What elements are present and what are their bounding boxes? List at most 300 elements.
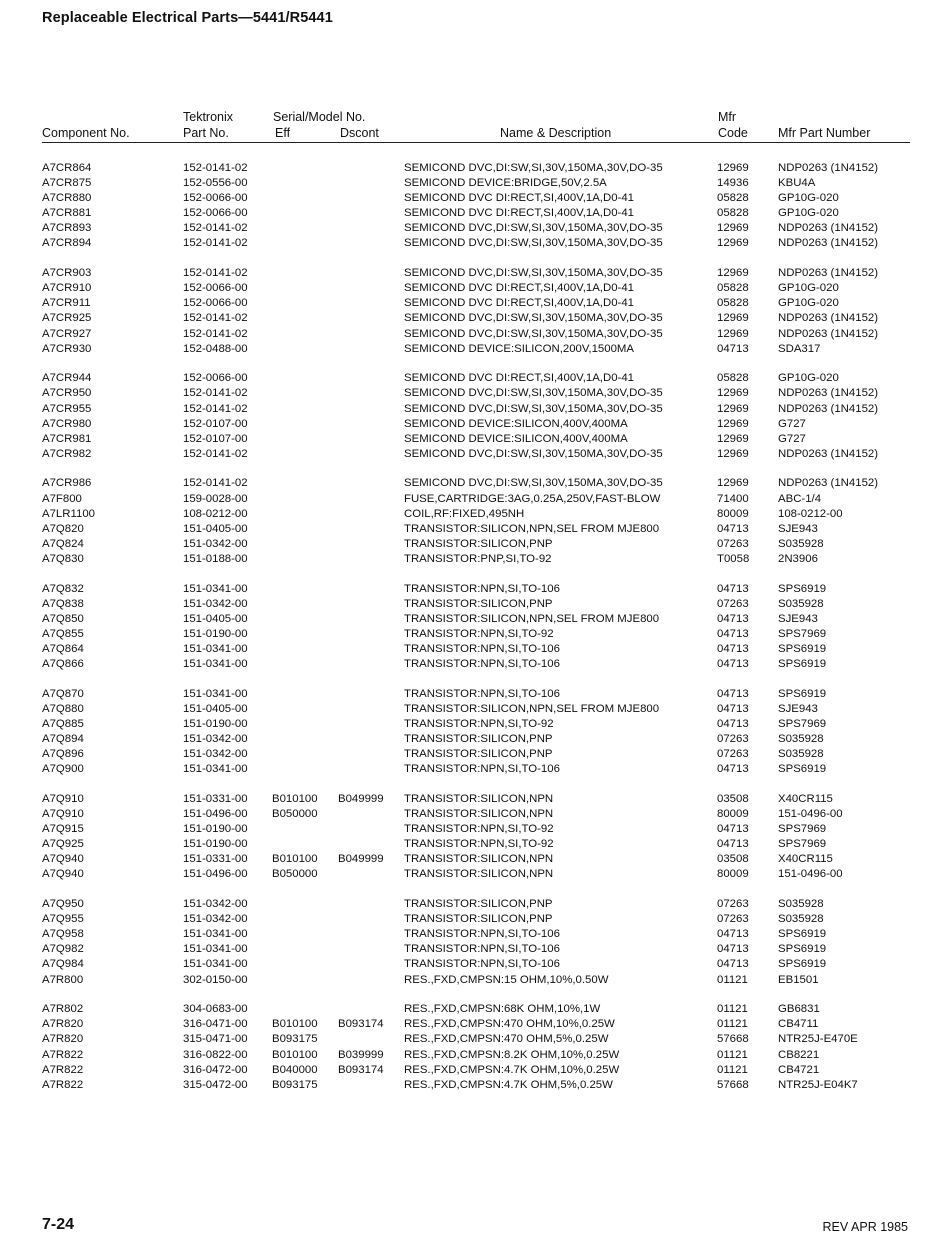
part-no-cell: 151-0188-00 [183,552,248,565]
mfr-part-number-cell: SJE943 [778,522,818,535]
table-row [0,973,950,988]
mfr-part-number-cell: SPS7969 [778,838,827,851]
component-no-cell: A7Q824 [42,537,84,550]
mfr-code-cell: 12969 [717,162,749,174]
part-no-cell: 315-0472-00 [183,1078,248,1091]
name-description-cell: TRANSISTOR:SILICON,NPN [404,868,554,881]
mfr-code-cell: 04713 [717,717,749,730]
row-group [0,582,950,673]
page-title: Replaceable Electrical Parts—5441/R5441 [42,10,333,26]
name-description-cell: RES.,FXD,CMPSN:68K OHM,10%,1W [404,1003,601,1016]
part-no-cell: 151-0342-00 [183,733,248,746]
component-no-cell: A7Q900 [42,763,84,776]
component-no-cell: A7Q950 [42,898,84,911]
mfr-part-number-cell: CB4721 [778,1063,820,1076]
component-no-cell: A7Q850 [42,612,84,625]
name-description-cell: SEMICOND DVC,DI:SW,SI,30V,150MA,30V,DO-35 [404,312,663,325]
name-description-cell: SEMICOND DVC,DI:SW,SI,30V,150MA,30V,DO-35 [404,162,663,174]
mfr-part-number-cell: 151-0496-00 [778,868,843,881]
mfr-code-cell: 12969 [717,402,749,415]
mfr-part-number-cell: NDP0263 (1N4152) [778,237,879,250]
mfr-part-number-cell: NDP0263 (1N4152) [778,447,879,460]
mfr-code-cell: 07263 [717,537,749,550]
name-description-cell: TRANSISTOR:NPN,SI,TO-92 [404,838,554,851]
table-row [0,942,950,957]
name-description-cell: TRANSISTOR:SILICON,NPN [404,792,554,805]
component-no-cell: A7Q855 [42,627,84,640]
component-no-cell: A7F800 [42,492,82,505]
part-no-cell: 151-0341-00 [183,582,248,595]
component-no-cell: A7CR950 [42,387,92,400]
mfr-part-number-cell: GP10G-020 [778,297,839,310]
part-no-cell: 152-0488-00 [183,342,248,355]
revision-date: REV APR 1985 [822,1220,908,1234]
mfr-code-cell: 04713 [717,928,749,941]
table-row [0,236,950,251]
row-group [0,897,950,988]
table-row [0,281,950,296]
part-no-cell: 152-0141-02 [183,267,248,280]
part-no-cell: 151-0341-00 [183,643,248,655]
serial-dscont-cell: B093174 [338,1018,384,1031]
part-no-cell: 151-0190-00 [183,823,248,836]
table-row [0,897,950,912]
mfr-code-cell: 04713 [717,658,749,671]
mfr-part-number-cell: 108-0212-00 [778,507,843,520]
table-row [0,402,950,417]
mfr-part-number-cell: SJE943 [778,612,818,625]
mfr-code-cell: 04713 [717,958,749,971]
mfr-part-number-cell: GP10G-020 [778,207,839,220]
component-no-cell: A7R802 [42,1003,84,1016]
mfr-part-number-cell: GP10G-020 [778,192,839,205]
table-row [0,852,950,867]
component-no-cell: A7Q870 [42,687,84,700]
component-no-cell: A7Q896 [42,748,84,761]
mfr-code-cell: 01121 [717,973,748,986]
serial-dscont-cell: B039999 [338,1048,384,1061]
component-no-cell: A7CR981 [42,432,92,445]
part-no-cell: 151-0341-00 [183,763,248,776]
table-row [0,702,950,717]
table-row [0,447,950,462]
part-no-cell: 151-0496-00 [183,868,248,881]
serial-eff-cell: B093175 [272,1033,318,1046]
component-no-cell: A7R800 [42,973,84,986]
table-row [0,792,950,807]
mfr-part-number-cell: NDP0263 (1N4152) [778,267,879,280]
part-no-cell: 152-0107-00 [183,417,248,430]
component-no-cell: A7CR893 [42,222,92,235]
mfr-part-number-cell: SPS7969 [778,717,827,730]
header-mfr: Mfr [718,110,737,124]
component-no-cell: A7R820 [42,1018,84,1031]
mfr-code-cell: 03508 [717,853,749,866]
table-row [0,176,950,191]
component-no-cell: A7CR986 [42,477,92,490]
table-row [0,1078,950,1093]
name-description-cell: RES.,FXD,CMPSN:4.7K OHM,10%,0.25W [404,1063,620,1076]
table-row [0,311,950,326]
name-description-cell: TRANSISTOR:SILICON,PNP [404,913,553,926]
mfr-code-cell: T0058 [717,552,750,565]
name-description-cell: SEMICOND DEVICE:SILICON,400V,400MA [404,417,628,430]
part-no-cell: 151-0341-00 [183,928,248,941]
name-description-cell: SEMICOND DVC DI:RECT,SI,400V,1A,D0-41 [404,192,634,205]
name-description-cell: RES.,FXD,CMPSN:470 OHM,10%,0.25W [404,1018,615,1031]
row-group [0,371,950,462]
table-row [0,807,950,822]
header-component-no: Component No. [42,126,130,140]
mfr-part-number-cell: NDP0263 (1N4152) [778,222,879,235]
mfr-part-number-cell: SPS6919 [778,958,827,971]
mfr-part-number-cell: GB6831 [778,1003,820,1016]
table-row [0,327,950,342]
part-no-cell: 152-0141-02 [183,312,248,325]
table-row [0,597,950,612]
table-row [0,386,950,401]
mfr-code-cell: 01121 [717,1003,748,1016]
mfr-part-number-cell: SPS6919 [778,928,827,941]
component-no-cell: A7Q984 [42,958,84,971]
component-no-cell: A7CR880 [42,192,92,205]
table-row [0,522,950,537]
table-row [0,1002,950,1017]
name-description-cell: TRANSISTOR:SILICON,PNP [404,748,553,761]
mfr-part-number-cell: SPS7969 [778,627,827,640]
table-row [0,296,950,311]
mfr-code-cell: 04713 [717,943,749,956]
header-dscont: Dscont [340,126,379,140]
name-description-cell: SEMICOND DVC,DI:SW,SI,30V,150MA,30V,DO-35 [404,222,663,235]
mfr-code-cell: 12969 [717,432,749,445]
mfr-part-number-cell: SPS6919 [778,582,827,595]
part-no-cell: 304-0683-00 [183,1003,248,1016]
table-row [0,927,950,942]
mfr-code-cell: 04713 [717,342,749,355]
part-no-cell: 152-0066-00 [183,282,248,295]
mfr-part-number-cell: NDP0263 (1N4152) [778,312,879,325]
mfr-code-cell: 05828 [717,207,749,220]
serial-eff-cell: B050000 [272,808,318,821]
name-description-cell: TRANSISTOR:NPN,SI,TO-106 [404,958,560,971]
mfr-code-cell: 04713 [717,582,749,595]
component-no-cell: A7CR875 [42,177,92,190]
part-no-cell: 152-0141-02 [183,327,248,340]
part-no-cell: 152-0066-00 [183,372,248,385]
mfr-code-cell: 71400 [717,492,749,505]
serial-dscont-cell: B093174 [338,1063,384,1076]
mfr-part-number-cell: S035928 [778,898,824,911]
mfr-code-cell: 80009 [717,808,749,821]
component-no-cell: A7CR881 [42,207,92,220]
mfr-code-cell: 12969 [717,447,749,460]
mfr-part-number-cell: CB8221 [778,1048,820,1061]
row-group [0,687,950,778]
mfr-code-cell: 04713 [717,522,749,535]
component-no-cell: A7Q838 [42,597,84,610]
name-description-cell: COIL,RF:FIXED,495NH [404,507,525,520]
mfr-part-number-cell: SPS6919 [778,643,827,655]
mfr-part-number-cell: NDP0263 (1N4152) [778,162,879,174]
serial-eff-cell: B050000 [272,868,318,881]
mfr-code-cell: 04713 [717,643,749,655]
part-no-cell: 151-0342-00 [183,748,248,761]
part-no-cell: 152-0141-02 [183,162,248,174]
mfr-part-number-cell: S035928 [778,748,824,761]
mfr-code-cell: 03508 [717,792,749,805]
part-no-cell: 152-0141-02 [183,222,248,235]
part-no-cell: 151-0342-00 [183,898,248,911]
name-description-cell: TRANSISTOR:NPN,SI,TO-106 [404,928,560,941]
serial-eff-cell: B093175 [272,1078,318,1091]
table-row [0,266,950,281]
name-description-cell: TRANSISTOR:SILICON,NPN,SEL FROM MJE800 [404,612,660,625]
component-no-cell: A7CR982 [42,447,92,460]
name-description-cell: FUSE,CARTRIDGE:3AG,0.25A,250V,FAST-BLOW [404,492,661,505]
part-no-cell: 151-0405-00 [183,702,248,715]
name-description-cell: SEMICOND DVC,DI:SW,SI,30V,150MA,30V,DO-35 [404,402,663,415]
mfr-code-cell: 57668 [717,1033,749,1046]
mfr-part-number-cell: X40CR115 [778,853,833,866]
component-no-cell: A7CR930 [42,342,92,355]
mfr-part-number-cell: 2N3906 [778,552,818,565]
part-no-cell: 151-0342-00 [183,537,248,550]
mfr-code-cell: 07263 [717,898,749,911]
table-row [0,687,950,702]
component-no-cell: A7Q982 [42,943,84,956]
component-no-cell: A7CR925 [42,312,92,325]
mfr-code-cell: 04713 [717,838,749,851]
component-no-cell: A7R820 [42,1033,84,1046]
part-no-cell: 151-0341-00 [183,687,248,700]
part-no-cell: 152-0141-02 [183,237,248,250]
header-tektronix: Tektronix [183,110,234,124]
name-description-cell: TRANSISTOR:SILICON,NPN,SEL FROM MJE800 [404,702,660,715]
mfr-code-cell: 07263 [717,733,749,746]
table-row [0,657,950,672]
part-no-cell: 302-0150-00 [183,973,248,986]
table-row [0,552,950,567]
mfr-part-number-cell: NTR25J-E04K7 [778,1078,858,1091]
table-row [0,612,950,627]
component-no-cell: A7Q894 [42,733,84,746]
mfr-part-number-cell: 151-0496-00 [778,808,843,821]
mfr-part-number-cell: SDA317 [778,342,821,355]
mfr-code-cell: 04713 [717,823,749,836]
mfr-code-cell: 12969 [717,387,749,400]
serial-eff-cell: B010100 [272,792,318,805]
name-description-cell: SEMICOND DVC,DI:SW,SI,30V,150MA,30V,DO-35 [404,447,663,460]
part-no-cell: 316-0822-00 [183,1048,248,1061]
mfr-part-number-cell: NDP0263 (1N4152) [778,327,879,340]
name-description-cell: RES.,FXD,CMPSN:15 OHM,10%,0.50W [404,973,609,986]
name-description-cell: TRANSISTOR:NPN,SI,TO-92 [404,627,554,640]
mfr-part-number-cell: G727 [778,417,806,430]
mfr-code-cell: 04713 [717,687,749,700]
mfr-code-cell: 05828 [717,372,749,385]
part-no-cell: 151-0342-00 [183,913,248,926]
component-no-cell: A7Q910 [42,792,84,805]
mfr-code-cell: 12969 [717,237,749,250]
name-description-cell: TRANSISTOR:SILICON,NPN [404,853,554,866]
mfr-part-number-cell: GP10G-020 [778,282,839,295]
part-no-cell: 151-0342-00 [183,597,248,610]
mfr-code-cell: 05828 [717,192,749,205]
name-description-cell: SEMICOND DVC,DI:SW,SI,30V,150MA,30V,DO-35 [404,477,663,490]
part-no-cell: 152-0141-02 [183,477,248,490]
mfr-part-number-cell: S035928 [778,597,824,610]
part-no-cell: 151-0190-00 [183,838,248,851]
mfr-part-number-cell: SJE943 [778,702,818,715]
part-no-cell: 315-0471-00 [183,1033,248,1046]
component-no-cell: A7CR864 [42,162,92,174]
part-no-cell: 151-0190-00 [183,627,248,640]
component-no-cell: A7CR910 [42,282,92,295]
mfr-part-number-cell: ABC-1/4 [778,492,822,505]
table-row [0,1063,950,1078]
table-row [0,537,950,552]
part-no-cell: 152-0141-02 [183,387,248,400]
mfr-part-number-cell: G727 [778,432,806,445]
row-group [0,1002,950,1093]
mfr-part-number-cell: KBU4A [778,177,816,190]
mfr-code-cell: 01121 [717,1048,748,1061]
mfr-code-cell: 80009 [717,868,749,881]
table-row [0,342,950,357]
table-row [0,507,950,522]
table-row [0,912,950,927]
name-description-cell: TRANSISTOR:SILICON,PNP [404,733,553,746]
mfr-part-number-cell: CB4711 [778,1018,819,1031]
mfr-code-cell: 07263 [717,597,749,610]
component-no-cell: A7Q958 [42,928,84,941]
mfr-part-number-cell: S035928 [778,913,824,926]
name-description-cell: TRANSISTOR:NPN,SI,TO-106 [404,763,560,776]
parts-table [0,161,950,1107]
serial-eff-cell: B040000 [272,1063,318,1076]
part-no-cell: 151-0496-00 [183,808,248,821]
component-no-cell: A7Q880 [42,702,84,715]
mfr-part-number-cell: NDP0263 (1N4152) [778,402,879,415]
mfr-part-number-cell: S035928 [778,537,824,550]
mfr-part-number-cell: X40CR115 [778,792,833,805]
table-row [0,627,950,642]
mfr-code-cell: 12969 [717,417,749,430]
name-description-cell: TRANSISTOR:SILICON,PNP [404,898,553,911]
mfr-part-number-cell: NTR25J-E470E [778,1033,858,1046]
component-no-cell: A7CR944 [42,372,92,385]
serial-eff-cell: B010100 [272,853,318,866]
name-description-cell: RES.,FXD,CMPSN:470 OHM,5%,0.25W [404,1033,609,1046]
part-no-cell: 152-0141-02 [183,402,248,415]
component-no-cell: A7Q820 [42,522,84,535]
table-row [0,1017,950,1032]
page-number: 7-24 [42,1216,75,1233]
mfr-part-number-cell: S035928 [778,733,824,746]
table-row [0,371,950,386]
name-description-cell: TRANSISTOR:SILICON,PNP [404,597,553,610]
table-row [0,476,950,491]
mfr-code-cell: 01121 [717,1063,748,1076]
mfr-part-number-cell: SPS6919 [778,687,827,700]
table-row [0,717,950,732]
mfr-part-number-cell: GP10G-020 [778,372,839,385]
mfr-code-cell: 01121 [717,1018,748,1031]
mfr-code-cell: 04713 [717,763,749,776]
header-eff: Eff [275,126,291,140]
mfr-code-cell: 12969 [717,222,749,235]
part-no-cell: 151-0331-00 [183,853,248,866]
name-description-cell: RES.,FXD,CMPSN:8.2K OHM,10%,0.25W [404,1048,620,1061]
part-no-cell: 108-0212-00 [183,507,248,520]
name-description-cell: SEMICOND DVC,DI:SW,SI,30V,150MA,30V,DO-35 [404,387,663,400]
mfr-part-number-cell: EB1501 [778,973,819,986]
table-row [0,1048,950,1063]
name-description-cell: SEMICOND DVC DI:RECT,SI,400V,1A,D0-41 [404,297,634,310]
component-no-cell: A7R822 [42,1048,84,1061]
table-row [0,206,950,221]
component-no-cell: A7Q940 [42,853,84,866]
mfr-code-cell: 12969 [717,327,749,340]
row-group [0,476,950,567]
mfr-part-number-cell: NDP0263 (1N4152) [778,387,879,400]
mfr-code-cell: 04713 [717,702,749,715]
component-no-cell: A7Q864 [42,643,84,655]
component-no-cell: A7Q866 [42,658,84,671]
mfr-code-cell: 04713 [717,612,749,625]
component-no-cell: A7Q885 [42,717,84,730]
mfr-code-cell: 14936 [717,177,749,190]
component-no-cell: A7CR955 [42,402,92,415]
mfr-code-cell: 05828 [717,282,749,295]
table-row [0,221,950,236]
component-no-cell: A7Q925 [42,838,84,851]
name-description-cell: SEMICOND DVC,DI:SW,SI,30V,150MA,30V,DO-35 [404,237,663,250]
mfr-code-cell: 05828 [717,297,749,310]
name-description-cell: SEMICOND DEVICE:SILICON,400V,400MA [404,432,628,445]
part-no-cell: 152-0141-02 [183,447,248,460]
header-part-no: Part No. [183,126,229,140]
part-no-cell: 316-0471-00 [183,1018,248,1031]
part-no-cell: 151-0405-00 [183,612,248,625]
name-description-cell: TRANSISTOR:SILICON,NPN [404,808,554,821]
table-row [0,732,950,747]
table-row [0,822,950,837]
table-row [0,432,950,447]
mfr-part-number-cell: NDP0263 (1N4152) [778,477,879,490]
table-row [0,582,950,597]
row-group [0,792,950,883]
mfr-code-cell: 07263 [717,748,749,761]
mfr-code-cell: 04713 [717,627,749,640]
part-no-cell: 152-0066-00 [183,192,248,205]
table-row [0,642,950,657]
serial-dscont-cell: B049999 [338,853,384,866]
table-row [0,191,950,206]
component-no-cell: A7Q915 [42,823,84,836]
mfr-code-cell: 80009 [717,507,749,520]
component-no-cell: A7CR911 [42,297,91,310]
mfr-code-cell: 57668 [717,1078,749,1091]
name-description-cell: TRANSISTOR:SILICON,PNP [404,537,553,550]
mfr-part-number-cell: SPS6919 [778,658,827,671]
name-description-cell: RES.,FXD,CMPSN:4.7K OHM,5%,0.25W [404,1078,613,1091]
part-no-cell: 151-0405-00 [183,522,248,535]
part-no-cell: 159-0028-00 [183,492,248,505]
part-no-cell: 316-0472-00 [183,1063,248,1076]
part-no-cell: 152-0107-00 [183,432,248,445]
